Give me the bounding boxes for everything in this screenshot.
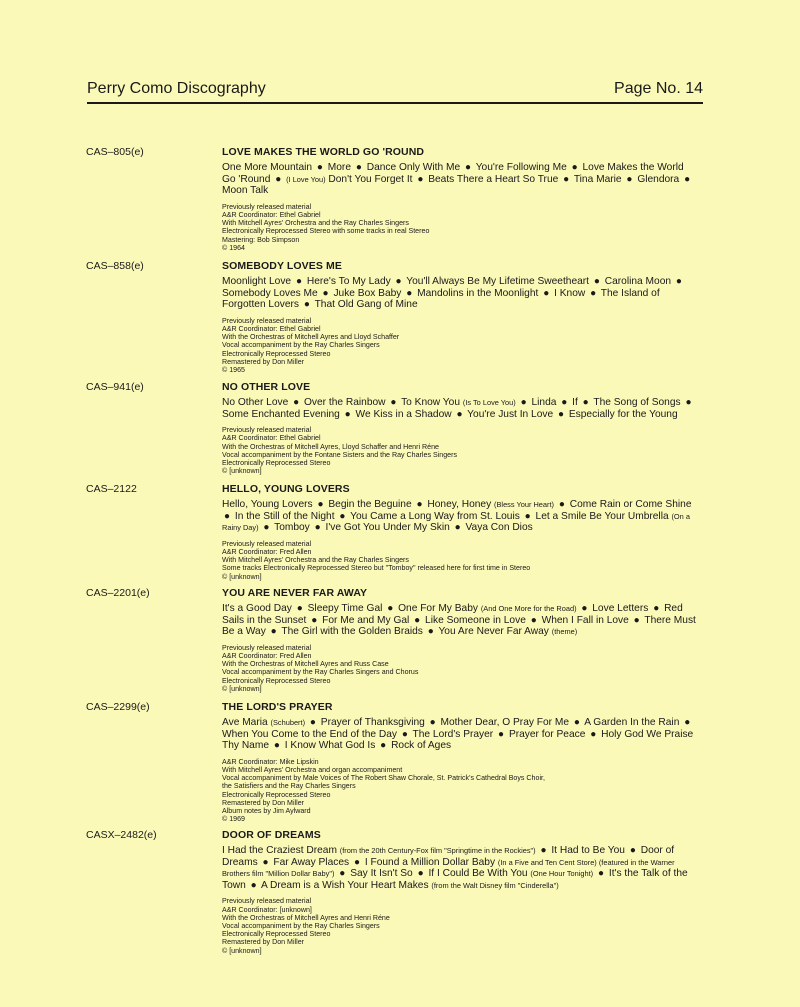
track-title (307, 276, 391, 287)
track-title (427, 499, 554, 510)
album-title: SOMEBODY LOVES ME (222, 260, 342, 272)
credit-line: Vocal accompaniment by Male Voices of The Robert Shaw Chorale, St. Patrick's Cathedral Boys Choir, (222, 774, 545, 783)
track-name: Begin the Beguine (328, 499, 412, 510)
bullet-separator: ● (417, 868, 424, 880)
track-name: Carolina Moon (604, 276, 672, 287)
track-title (391, 740, 451, 751)
track-name: In the Still of the Night (234, 510, 335, 522)
bullet-separator: ● (593, 276, 600, 287)
track-title (222, 276, 291, 287)
track-title (572, 397, 578, 408)
credit-line: A&R Coordinator: Ethel Gabriel (222, 434, 321, 443)
bullet-separator: ● (416, 499, 423, 510)
bullet-separator: ● (571, 162, 578, 173)
credit-line: Some tracks Electronically Reprocessed Stereo but "Tomboy" released here for first time in Stereo (222, 564, 531, 573)
track-title (222, 162, 312, 173)
credit-line: Remastered by Don Miller (222, 938, 305, 947)
track-name: Some Enchanted Evening (222, 408, 340, 420)
track-title (333, 288, 401, 299)
track-title (367, 162, 460, 173)
bullet-separator: ● (309, 717, 316, 728)
track-title (222, 603, 292, 614)
page-title: Perry Como Discography (87, 80, 266, 97)
track-name: Moon Talk (222, 185, 269, 197)
track-list (222, 397, 700, 420)
track-note: (Is To Love You) (462, 398, 516, 407)
credit-line: Previously released material (222, 897, 312, 906)
credit-line: A&R Coordinator: Fred Allen (222, 651, 312, 660)
track-title (438, 626, 577, 637)
track-title (273, 857, 349, 868)
credit-line: With the Orchestras of Mitchell Ayres and Lloyd Schaffer (222, 333, 400, 342)
track-name: That Old Gang of Mine (314, 299, 418, 311)
track-note: (from the 20th Century-Fox film "Springtime in the Rockies") (339, 846, 536, 855)
track-name: We Kiss in a Shadow (355, 408, 452, 420)
bullet-separator: ● (262, 856, 269, 868)
track-name: Tina Marie (573, 173, 622, 185)
credits (222, 317, 700, 374)
track-name: The Lord's Prayer (412, 728, 494, 740)
credit-line: A&R Coordinator: [unknown] (222, 905, 312, 914)
bullet-separator: ● (685, 397, 692, 408)
track-title (222, 845, 536, 856)
credit-line: With the Orchestras of Mitchell Ayres and Henri Réne (222, 913, 390, 922)
album-title: HELLO, YOUNG LOVERS (222, 483, 350, 495)
credit-line: With Mitchell Ayres' Orchestra and the Ray Charles Singers (222, 219, 409, 228)
credit-line: Vocal accompaniment by the Ray Charles Singers (222, 921, 380, 930)
track-name: More (327, 162, 351, 173)
track-name: If (572, 397, 578, 408)
track-title (274, 522, 310, 533)
track-name: Rock of Ages (391, 740, 452, 752)
bullet-separator: ● (520, 397, 527, 408)
track-name: Over the Rainbow (304, 397, 386, 408)
bullet-separator: ● (590, 287, 597, 299)
credit-line: Vocal accompaniment by the Fontane Sisters and the Ray Charles Singers (222, 450, 458, 459)
track-list (222, 499, 700, 534)
track-list (222, 276, 700, 311)
track-title (401, 397, 516, 408)
credits (222, 540, 700, 581)
track-list (222, 603, 700, 638)
catalog-number: CASX–2482(e) (86, 829, 157, 841)
credit-line: Previously released material (222, 426, 312, 435)
track-name: I've Got You Under My Skin (325, 522, 450, 534)
credit-line: © [unknown] (222, 684, 262, 693)
track-title (417, 288, 538, 299)
bullet-separator: ● (543, 287, 550, 299)
bullet-separator: ● (563, 173, 570, 185)
catalog-number: CAS–2299(e) (86, 701, 150, 713)
credit-line: © 1969 (222, 815, 245, 824)
credit-line: the Satisfiers and the Ray Charles Singers (222, 782, 356, 791)
bullet-separator: ● (675, 276, 682, 287)
credit-line: A&R Coordinator: Ethel Gabriel (222, 210, 321, 219)
track-title (315, 299, 418, 310)
track-title (592, 603, 648, 614)
bullet-separator: ● (465, 162, 472, 173)
bullet-separator: ● (597, 868, 605, 880)
track-title (413, 729, 494, 740)
track-title (222, 409, 340, 420)
credits (222, 426, 700, 475)
credit-line: With the Orchestras of Mitchell Ayres and Russ Case (222, 660, 389, 669)
track-name: For Me and My Gal (322, 614, 410, 626)
credit-line: Previously released material (222, 316, 312, 325)
bullet-separator: ● (316, 162, 323, 173)
track-name: I Had the Craziest Dream (222, 845, 337, 856)
track-note: (On a Rainy Day) (222, 511, 690, 533)
track-name: Linda (531, 397, 557, 408)
track-title (476, 162, 567, 173)
track-note: (I Love You) (286, 174, 326, 184)
track-name: Let a Smile Be Your Umbrella (535, 510, 669, 522)
bullet-separator: ● (427, 626, 434, 638)
track-name: Love Makes the World Go 'Round (222, 162, 684, 185)
track-name: You Are Never Far Away (438, 626, 549, 638)
bullet-separator: ● (250, 879, 257, 891)
track-name: You're Following Me (475, 162, 567, 173)
bullet-separator: ● (456, 408, 463, 420)
bullet-separator: ● (414, 614, 421, 626)
track-title (637, 174, 679, 185)
credit-line: © [unknown] (222, 572, 262, 581)
track-note: (from the Walt Disney film "Cinderella") (431, 880, 559, 890)
track-title (304, 397, 386, 408)
track-name: Glendora (637, 173, 680, 185)
track-name: Dance Only With Me (366, 162, 461, 173)
track-name: Come Rain or Come Shine (569, 499, 692, 510)
credit-line: Electronically Reprocessed Stereo (222, 930, 331, 939)
bullet-separator: ● (339, 868, 346, 880)
track-name: Far Away Places (273, 856, 350, 868)
credit-line: Remastered by Don Miller (222, 798, 305, 807)
track-title (328, 162, 351, 173)
track-title (286, 174, 412, 185)
album-title: YOU ARE NEVER FAR AWAY (222, 587, 368, 599)
track-name: Holy God We Praise Thy Name (222, 728, 694, 752)
track-title (509, 729, 585, 740)
track-title (222, 185, 268, 196)
track-name: A Dream is a Wish Your Heart Makes (260, 879, 429, 891)
track-title (554, 288, 585, 299)
track-name: You Came a Long Way from St. Louis (350, 510, 520, 522)
track-name: Honey, Honey (427, 499, 492, 510)
track-name: You'll Always Be My Lifetime Sweetheart (406, 276, 590, 287)
credit-line: Electronically Reprocessed Stereo (222, 349, 331, 358)
track-title (222, 729, 397, 740)
credits (222, 644, 700, 693)
track-name: I Know (554, 287, 586, 299)
track-name: Somebody Loves Me (222, 287, 318, 299)
track-name: When I Fall in Love (541, 614, 629, 626)
track-title (584, 717, 679, 728)
catalog-number: CAS–2201(e) (86, 587, 150, 599)
track-title (551, 845, 625, 856)
track-name: To Know You (401, 397, 461, 408)
track-title (322, 615, 409, 626)
bullet-separator: ● (322, 287, 329, 299)
credit-line: Electronically Reprocessed Stereo (222, 676, 331, 685)
track-title (281, 626, 423, 637)
track-name: Mandolins in the Moonlight (417, 287, 539, 299)
track-name: If I Could Be With You (428, 868, 528, 880)
credit-line: Vocal accompaniment by the Ray Charles Singers and Chorus (222, 668, 419, 677)
bullet-separator: ● (311, 614, 318, 626)
catalog-number: CAS–858(e) (86, 260, 144, 272)
track-note: (One Hour Tonight) (530, 869, 594, 879)
track-title (222, 397, 288, 408)
track-name: Especially for the Young (568, 408, 678, 420)
bullet-separator: ● (390, 397, 397, 408)
track-name: Prayer of Thanksgiving (320, 717, 425, 728)
track-name: Hello, Young Lovers (222, 499, 313, 510)
track-name: When You Come to the End of the Day (222, 728, 397, 740)
track-title (308, 603, 383, 614)
track-title (356, 409, 452, 420)
bullet-separator: ● (344, 408, 351, 420)
track-title (350, 868, 413, 879)
credit-line: Electronically Reprocessed Stereo with some tracks in real Stereo (222, 227, 430, 236)
track-name: The Island of Forgotten Lovers (222, 287, 660, 311)
album-title: LOVE MAKES THE WORLD GO 'ROUND (222, 146, 425, 158)
catalog-number: CAS–805(e) (86, 146, 144, 158)
track-name: Like Someone in Love (425, 614, 526, 626)
credit-line: Previously released material (222, 539, 312, 548)
bullet-separator: ● (293, 397, 300, 408)
track-name: Juke Box Baby (333, 287, 402, 299)
track-title (570, 499, 692, 510)
bullet-separator: ● (417, 173, 424, 185)
bullet-separator: ● (314, 522, 321, 534)
track-note: (Bless Your Heart) (494, 500, 555, 509)
track-name: Tomboy (274, 522, 310, 534)
bullet-separator: ● (273, 740, 280, 752)
credits (222, 897, 700, 954)
track-title (542, 615, 629, 626)
bullet-separator: ● (498, 728, 505, 740)
track-title (285, 740, 376, 751)
album-title: DOOR OF DREAMS (222, 829, 321, 841)
bullet-separator: ● (303, 299, 310, 311)
catalog-number: CAS–941(e) (86, 381, 144, 393)
credit-line: A&R Coordinator: Ethel Gabriel (222, 324, 321, 333)
track-name: It's a Good Day (222, 603, 292, 614)
bullet-separator: ● (380, 740, 387, 752)
track-name: Door of Dreams (222, 845, 675, 868)
catalog-number: CAS–2122 (86, 483, 137, 495)
page-number: Page No. 14 (614, 80, 703, 97)
track-title (261, 880, 559, 891)
track-title (235, 511, 335, 522)
bullet-separator: ● (684, 717, 691, 728)
track-title (574, 174, 622, 185)
bullet-separator: ● (557, 408, 565, 420)
bullet-separator: ● (429, 717, 436, 728)
track-title (569, 409, 678, 420)
track-title (428, 868, 593, 879)
track-title (593, 397, 680, 408)
track-note: (And One More for the Road) (480, 604, 577, 613)
track-title (328, 499, 411, 510)
track-name: I Know What God Is (284, 740, 376, 752)
track-title (441, 717, 570, 728)
credit-line: Previously released material (222, 202, 312, 211)
bullet-separator: ● (558, 499, 565, 510)
credit-line: © [unknown] (222, 946, 262, 955)
bullet-separator: ● (633, 614, 640, 626)
track-name: Mother Dear, O Pray For Me (440, 717, 570, 728)
credit-line: © 1965 (222, 366, 245, 374)
credits (222, 758, 700, 824)
credit-line: A&R Coordinator: Fred Allen (222, 547, 312, 556)
bullet-separator: ● (263, 522, 270, 534)
credit-line: With Mitchell Ayres' Orchestra and the Ray Charles Singers (222, 556, 409, 565)
bullet-separator: ● (626, 173, 633, 185)
bullet-separator: ● (653, 603, 660, 614)
track-title (326, 522, 450, 533)
credit-line: © 1964 (222, 243, 245, 252)
bullet-separator: ● (454, 522, 461, 534)
track-name: It's the Talk of the Town (222, 868, 688, 891)
credit-line: © [unknown] (222, 467, 262, 476)
track-title (425, 615, 526, 626)
track-title (222, 499, 313, 510)
credit-line: Album notes by Jim Aylward (222, 807, 311, 815)
bullet-separator: ● (573, 717, 580, 728)
bullet-separator: ● (582, 397, 589, 408)
track-name: I Found a Million Dollar Baby (364, 856, 496, 868)
bullet-separator: ● (270, 626, 277, 638)
track-note: (Schubert) (270, 718, 306, 727)
track-name: The Girl with the Golden Braids (281, 626, 423, 638)
track-title (222, 717, 305, 728)
track-name: It Had to Be You (551, 845, 625, 856)
bullet-separator: ● (629, 845, 636, 856)
track-title (466, 522, 533, 533)
track-name: Vaya Con Dios (465, 522, 533, 534)
track-title (531, 397, 556, 408)
bullet-separator: ● (395, 276, 402, 287)
track-note: (In a Five and Ten Cent Store) (featured in the Warner Brothers film "Million Dollar Baby") (222, 857, 675, 879)
track-name: Don't You Forget It (325, 173, 413, 185)
bullet-separator: ● (296, 603, 303, 614)
track-title (398, 603, 576, 614)
track-name: Love Letters (592, 603, 649, 614)
bullet-separator: ● (590, 728, 597, 740)
track-name: There Must Be a Way (222, 614, 696, 638)
album-title: NO OTHER LOVE (222, 381, 311, 393)
track-name: Moonlight Love (222, 276, 292, 287)
track-title (605, 276, 671, 287)
track-name: The Song of Songs (593, 397, 681, 408)
track-name: One More Mountain (222, 162, 313, 173)
track-name: Prayer for Peace (508, 728, 586, 740)
track-list (222, 845, 700, 891)
bullet-separator: ● (355, 162, 362, 173)
track-note: (theme) (551, 627, 578, 637)
track-name: Ave Maria (222, 717, 268, 728)
track-title (350, 511, 520, 522)
bullet-separator: ● (353, 856, 360, 868)
bullet-separator: ● (224, 510, 231, 522)
bullet-separator: ● (524, 510, 531, 522)
album-title: THE LORD'S PRAYER (222, 701, 333, 713)
bullet-separator: ● (406, 287, 413, 299)
credit-line: Vocal accompaniment by the Ray Charles Singers (222, 341, 380, 350)
bullet-separator: ● (387, 603, 394, 614)
track-list (222, 162, 700, 197)
bullet-separator: ● (317, 499, 324, 510)
track-name: Sleepy Time Gal (307, 603, 383, 614)
bullet-separator: ● (684, 173, 691, 185)
credit-line: With the Orchestras of Mitchell Ayres, Lloyd Schaffer and Henri Réne (222, 442, 439, 451)
bullet-separator: ● (540, 845, 547, 856)
credit-line: Previously released material (222, 643, 312, 652)
track-name: Here's To My Lady (306, 276, 391, 287)
track-name: Beats There a Heart So True (428, 173, 559, 185)
credit-line: With Mitchell Ayres' Orchestra and organ accompaniment (222, 765, 403, 774)
credit-line: Electronically Reprocessed Stereo (222, 459, 331, 467)
track-name: Red Sails in the Sunset (222, 603, 683, 626)
track-list (222, 717, 700, 752)
bullet-separator: ● (339, 510, 346, 522)
page-header (87, 80, 703, 104)
credit-line: Remastered by Don Miller (222, 357, 305, 366)
track-title (406, 276, 589, 287)
credits (222, 203, 700, 252)
track-name: One For My Baby (398, 603, 478, 614)
bullet-separator: ● (581, 603, 588, 614)
track-name: You're Just In Love (467, 408, 554, 420)
bullet-separator: ● (275, 173, 282, 185)
track-title (321, 717, 425, 728)
bullet-separator: ● (295, 276, 302, 287)
track-name: A Garden In the Rain (584, 717, 680, 728)
track-title (222, 288, 318, 299)
credit-line: Electronically Reprocessed Stereo (222, 790, 331, 799)
track-name: No Other Love (222, 397, 289, 408)
credit-line: A&R Coordinator: Mike Lipskin (222, 757, 319, 766)
track-name: Say It Isn't So (350, 868, 413, 880)
bullet-separator: ● (561, 397, 568, 408)
track-title (467, 409, 553, 420)
bullet-separator: ● (530, 614, 537, 626)
credit-line: Mastering: Bob Simpson (222, 235, 300, 244)
bullet-separator: ● (401, 728, 408, 740)
track-title (428, 174, 558, 185)
